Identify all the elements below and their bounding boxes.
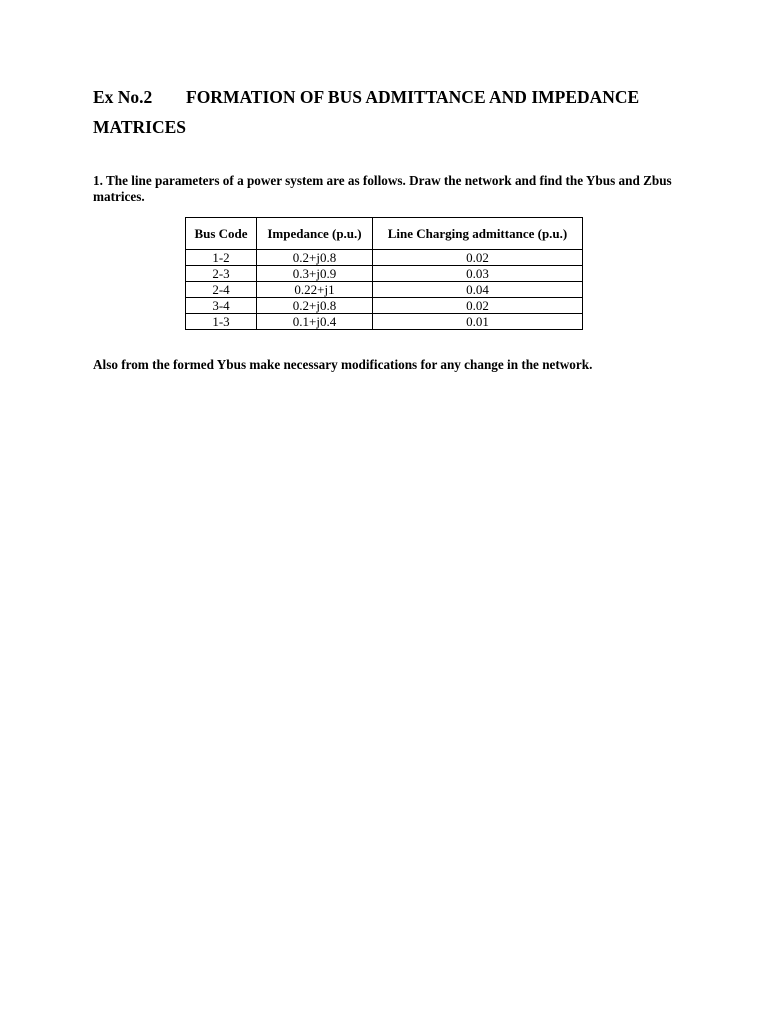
cell-bus-code: 2-3 <box>186 266 257 282</box>
cell-impedance: 0.3+j0.9 <box>257 266 373 282</box>
cell-bus-code: 1-2 <box>186 250 257 266</box>
cell-bus-code: 1-3 <box>186 314 257 330</box>
cell-line-charging: 0.04 <box>373 282 583 298</box>
table-row <box>186 298 583 314</box>
line-parameters-table <box>185 217 583 330</box>
cell-line-charging: 0.03 <box>373 266 583 282</box>
cell-bus-code: 3-4 <box>186 298 257 314</box>
cell-line-charging: 0.02 <box>373 250 583 266</box>
cell-impedance: 0.22+j1 <box>257 282 373 298</box>
exercise-number: Ex No.2 <box>93 87 153 107</box>
header-impedance: Impedance (p.u.) <box>257 218 373 250</box>
cell-impedance: 0.1+j0.4 <box>257 314 373 330</box>
cell-line-charging: 0.02 <box>373 298 583 314</box>
exercise-title-line-2: MATRICES <box>93 117 187 137</box>
table-row <box>186 266 583 282</box>
table-row <box>186 250 583 266</box>
cell-line-charging: 0.01 <box>373 314 583 330</box>
exercise-title-line-1 <box>93 87 639 108</box>
modification-note: Also from the formed Ybus make necessary modifications for any change in the network. <box>93 357 593 372</box>
table-row <box>186 282 583 298</box>
cell-impedance: 0.2+j0.8 <box>257 298 373 314</box>
cell-impedance: 0.2+j0.8 <box>257 250 373 266</box>
table-row <box>186 314 583 330</box>
table-header-row <box>186 218 583 250</box>
cell-bus-code: 2-4 <box>186 282 257 298</box>
question-text: 1. The line parameters of a power system are as follows. Draw the network and find the Ybus and Zbus matrices. <box>93 173 672 204</box>
exercise-title: FORMATION OF BUS ADMITTANCE AND IMPEDANCE <box>186 87 640 107</box>
header-bus-code: Bus Code <box>186 218 257 250</box>
header-line-charging-admittance: Line Charging admittance (p.u.) <box>373 218 583 250</box>
